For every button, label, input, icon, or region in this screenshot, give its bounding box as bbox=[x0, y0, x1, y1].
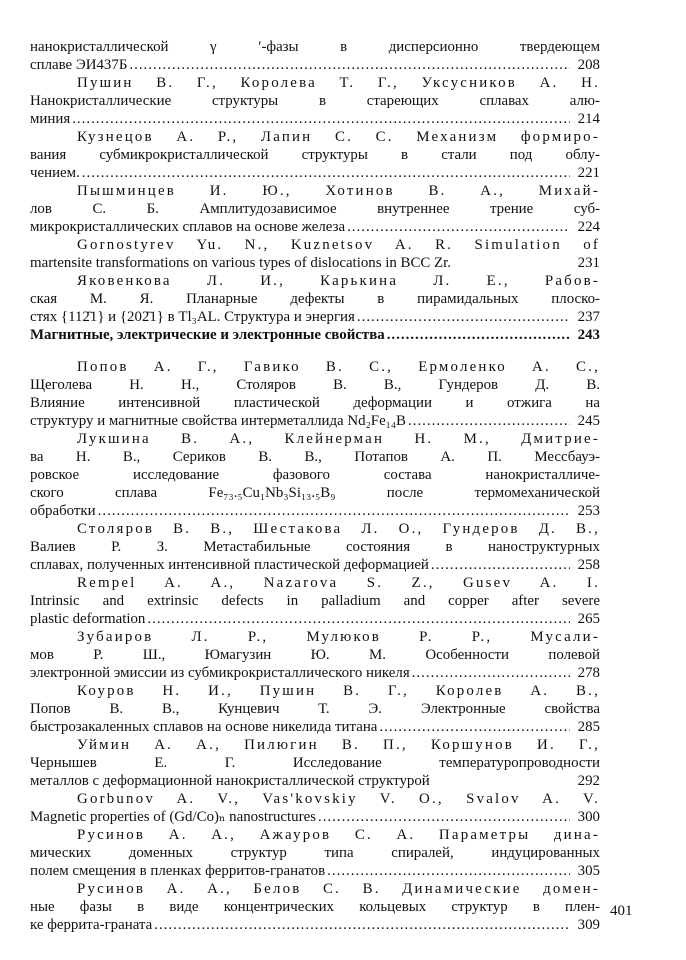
toc-line bbox=[30, 718, 600, 736]
toc-line bbox=[30, 358, 600, 376]
toc-page-number: 285 bbox=[577, 719, 600, 735]
toc-line bbox=[30, 664, 600, 682]
dot-leader bbox=[347, 218, 570, 236]
toc-entry bbox=[30, 236, 600, 272]
toc-entry bbox=[30, 128, 600, 182]
toc-authors-text: Столяров В. В., Шестакова Л. О., Гундеров Д. В., bbox=[77, 521, 600, 537]
dot-leader bbox=[154, 916, 570, 934]
toc-line bbox=[30, 754, 600, 772]
toc-page-number: 258 bbox=[577, 557, 600, 573]
toc-line bbox=[30, 38, 600, 56]
toc-line bbox=[30, 128, 600, 146]
dot-leader bbox=[72, 110, 570, 128]
toc-title-text: мов Р. Ш., Юмагузин Ю. М. Особенности полевой bbox=[30, 647, 600, 663]
toc-title-text: plastic deformation bbox=[30, 611, 146, 627]
toc-title-text: микрокристаллических сплавов на основе железа bbox=[30, 219, 346, 235]
toc-entry bbox=[30, 74, 600, 128]
toc-title-text: структуру и магнитные свойства интерметаллида Nd₂Fe₁₄B bbox=[30, 413, 406, 429]
toc-entry bbox=[30, 520, 600, 574]
dot-leader bbox=[357, 308, 570, 326]
toc-line bbox=[30, 376, 600, 394]
toc-line bbox=[30, 110, 600, 128]
dot-leader bbox=[387, 326, 570, 344]
toc-line bbox=[30, 326, 600, 344]
toc-line bbox=[30, 808, 600, 826]
toc-line bbox=[30, 412, 600, 430]
dot-leader bbox=[327, 862, 570, 880]
dot-leader bbox=[431, 556, 570, 574]
toc-line bbox=[30, 556, 600, 574]
page-number: 401 bbox=[610, 903, 633, 919]
toc-line bbox=[30, 254, 600, 272]
toc-line bbox=[30, 538, 600, 556]
dot-leader bbox=[412, 664, 570, 682]
toc-page-number: 292 bbox=[577, 773, 600, 789]
toc-line bbox=[30, 218, 600, 236]
toc-title-text: мических доменных структур типа спиралей, индуцированных bbox=[30, 845, 600, 861]
toc-page-number: 245 bbox=[577, 413, 600, 429]
toc-line bbox=[30, 448, 600, 466]
toc-title-text: Нанокристаллические структуры в стареющих сплавах алю- bbox=[30, 93, 600, 109]
toc-line bbox=[30, 56, 600, 74]
toc-entry bbox=[30, 272, 600, 326]
toc-line bbox=[30, 92, 600, 110]
toc-entry bbox=[30, 574, 600, 628]
toc-line bbox=[30, 394, 600, 412]
toc-title-text: Магнитные, электрические и электронные свойства bbox=[30, 327, 385, 343]
toc-authors-text: Зубаиров Л. Р., Мулюков Р. Р., Мусали- bbox=[77, 629, 600, 645]
toc-authors-text: Русинов А. А., Белов С. В. Динамические домен- bbox=[77, 881, 600, 897]
toc-title-text: Чернышев Е. Г. Исследование температуропроводности bbox=[30, 755, 600, 771]
toc-title-text: ные фазы в виде концентрических кольцевых структур в плен- bbox=[30, 899, 600, 915]
toc-page-number: 237 bbox=[577, 309, 600, 325]
toc-authors-text: Попов А. Г., Гавико В. С., Ермоленко А. С., bbox=[77, 359, 600, 375]
toc-title-text: ке феррита-граната bbox=[30, 917, 153, 933]
toc-page-number: 208 bbox=[577, 57, 600, 73]
toc-authors-text: Пышминцев И. Ю., Хотинов В. А., Михай- bbox=[77, 183, 600, 199]
toc-line bbox=[30, 646, 600, 664]
toc-line bbox=[30, 898, 600, 916]
toc-title-text: ровское исследование фазового состава нанокристалличе- bbox=[30, 467, 600, 483]
toc-authors-text: Уймин А. А., Пилюгин В. П., Коршунов И. Г., bbox=[77, 737, 600, 753]
toc-entry bbox=[30, 430, 600, 520]
dot-leader bbox=[318, 808, 570, 826]
toc-entry bbox=[30, 682, 600, 736]
toc-authors-text: Gornostyrev Yu. N., Kuznetsov A. R. Simulation of bbox=[77, 237, 600, 253]
toc-page-number: 278 bbox=[577, 665, 600, 681]
toc-title-text: миния bbox=[30, 111, 71, 127]
toc-authors-text: Кузнецов А. Р., Лапин С. С. Механизм формиро- bbox=[77, 129, 600, 145]
toc-title-text: нанокристаллической γ ′-фазы в дисперсионно твердеющем bbox=[30, 39, 600, 55]
toc-entry bbox=[30, 880, 600, 934]
toc-line bbox=[30, 74, 600, 92]
toc-line bbox=[30, 290, 600, 308]
toc-line bbox=[30, 484, 600, 502]
toc-title-text: Щеголева Н. Н., Столяров В. В., Гундеров Д. В. bbox=[30, 377, 600, 393]
toc-page-number: 243 bbox=[577, 327, 600, 343]
toc-title-text: Влияние интенсивной пластической деформации и отжига на bbox=[30, 395, 600, 411]
toc-title-text: ва Н. В., Сериков В. В., Потапов А. П. Мессбауэ- bbox=[30, 449, 600, 465]
toc-entry bbox=[30, 826, 600, 880]
toc-authors-text: Русинов А. А., Ажауров С. А. Параметры дина- bbox=[77, 827, 600, 843]
toc-authors-text: Коуров Н. И., Пушин В. Г., Королев А. В., bbox=[77, 683, 600, 699]
toc-title-text: Попов В. В., Кунцевич Т. Э. Электронные свойства bbox=[30, 701, 600, 717]
toc-line bbox=[30, 200, 600, 218]
toc-title-text: Magnetic properties of (Gd/Co)ₙ nanostructures bbox=[30, 809, 316, 825]
toc-line bbox=[30, 430, 600, 448]
toc-line bbox=[30, 146, 600, 164]
toc-authors-text: Лукшина В. А., Клейнерман Н. М., Дмитрие- bbox=[77, 431, 600, 447]
toc-line bbox=[30, 520, 600, 538]
toc-line bbox=[30, 466, 600, 484]
toc-page-number: 265 bbox=[577, 611, 600, 627]
toc-line bbox=[30, 880, 600, 898]
toc-entry bbox=[30, 182, 600, 236]
dot-leader bbox=[408, 412, 570, 430]
dot-leader bbox=[82, 164, 570, 182]
toc-title-text: лов С. Б. Амплитудозависимое внутреннее трение суб- bbox=[30, 201, 600, 217]
toc-line bbox=[30, 700, 600, 718]
toc-page-number: 224 bbox=[577, 219, 600, 235]
toc-line bbox=[30, 502, 600, 520]
toc-line bbox=[30, 182, 600, 200]
toc-authors-text: Rempel A. A., Nazarova S. Z., Gusev A. I. bbox=[77, 575, 600, 591]
toc-line bbox=[30, 610, 600, 628]
toc-page-number: 309 bbox=[577, 917, 600, 933]
toc-line bbox=[30, 682, 600, 700]
toc-line bbox=[30, 862, 600, 880]
toc-title-text: металлов с деформационной нанокристаллической структурой bbox=[30, 773, 430, 789]
toc-line bbox=[30, 826, 600, 844]
toc-title-text: обработки bbox=[30, 503, 96, 519]
toc-section-heading bbox=[30, 326, 600, 344]
toc-entry bbox=[30, 358, 600, 430]
dot-leader bbox=[98, 502, 570, 520]
toc-title-text: полем смещения в пленках ферритов-гранатов bbox=[30, 863, 326, 879]
toc-title-text: сплаве ЭИ437Б bbox=[30, 57, 128, 73]
toc-line bbox=[30, 736, 600, 754]
toc-page-number: 221 bbox=[577, 165, 600, 181]
toc-line bbox=[30, 916, 600, 934]
toc-entry bbox=[30, 628, 600, 682]
toc-line bbox=[30, 628, 600, 646]
toc-entry bbox=[30, 38, 600, 74]
toc-page-number: 231 bbox=[577, 255, 600, 271]
toc-line bbox=[30, 592, 600, 610]
table-of-contents bbox=[30, 38, 600, 934]
toc-authors-text: Яковенкова Л. И., Карькина Л. Е., Рабов- bbox=[77, 273, 600, 289]
toc-page-number: 300 bbox=[577, 809, 600, 825]
toc-entry bbox=[30, 736, 600, 790]
toc-title-text: чением. bbox=[30, 165, 80, 181]
dot-leader bbox=[379, 718, 570, 736]
toc-title-text: быстрозакаленных сплавов на основе никелида титана bbox=[30, 719, 378, 735]
toc-line bbox=[30, 790, 600, 808]
toc-title-text: стях {112̄1} и {202̄1} в Tl₃AL. Структура и энергия bbox=[30, 309, 355, 325]
toc-line bbox=[30, 272, 600, 290]
toc-title-text: Валиев Р. З. Метастабильные состояния в наноструктурных bbox=[30, 539, 600, 555]
toc-page-number: 253 bbox=[577, 503, 600, 519]
toc-title-text: ская М. Я. Планарные дефекты в пирамидальных плоско- bbox=[30, 291, 600, 307]
toc-entry bbox=[30, 790, 600, 826]
toc-title-text: Intrinsic and extrinsic defects in palladium and copper after severe bbox=[30, 593, 600, 609]
dot-leader bbox=[129, 56, 570, 74]
toc-title-text: электронной эмиссии из субмикрокристаллического никеля bbox=[30, 665, 410, 681]
toc-line bbox=[30, 236, 600, 254]
dot-leader bbox=[147, 610, 570, 628]
toc-page-number: 214 bbox=[577, 111, 600, 127]
toc-line bbox=[30, 772, 600, 790]
toc-title-text: ского сплава Fe₇₃.₅Cu₁Nb₃Si₁₃.₅B₉ после термомеханической bbox=[30, 485, 600, 501]
toc-authors-text: Пушин В. Г., Королева Т. Г., Уксусников А. Н. bbox=[77, 75, 600, 91]
toc-title-text: сплавах, полученных интенсивной пластической деформацией bbox=[30, 557, 429, 573]
toc-line bbox=[30, 844, 600, 862]
toc-authors-text: Gorbunov A. V., Vas'kovskiy V. O., Svalov A. V. bbox=[77, 791, 600, 807]
toc-line bbox=[30, 164, 600, 182]
toc-line bbox=[30, 308, 600, 326]
toc-line bbox=[30, 574, 600, 592]
toc-title-text: вания субмикрокристаллической структуры в стали под облу- bbox=[30, 147, 600, 163]
toc-title-text: martensite transformations on various types of dislocations in BCC Zr. bbox=[30, 255, 452, 271]
toc-page-number: 305 bbox=[577, 863, 600, 879]
